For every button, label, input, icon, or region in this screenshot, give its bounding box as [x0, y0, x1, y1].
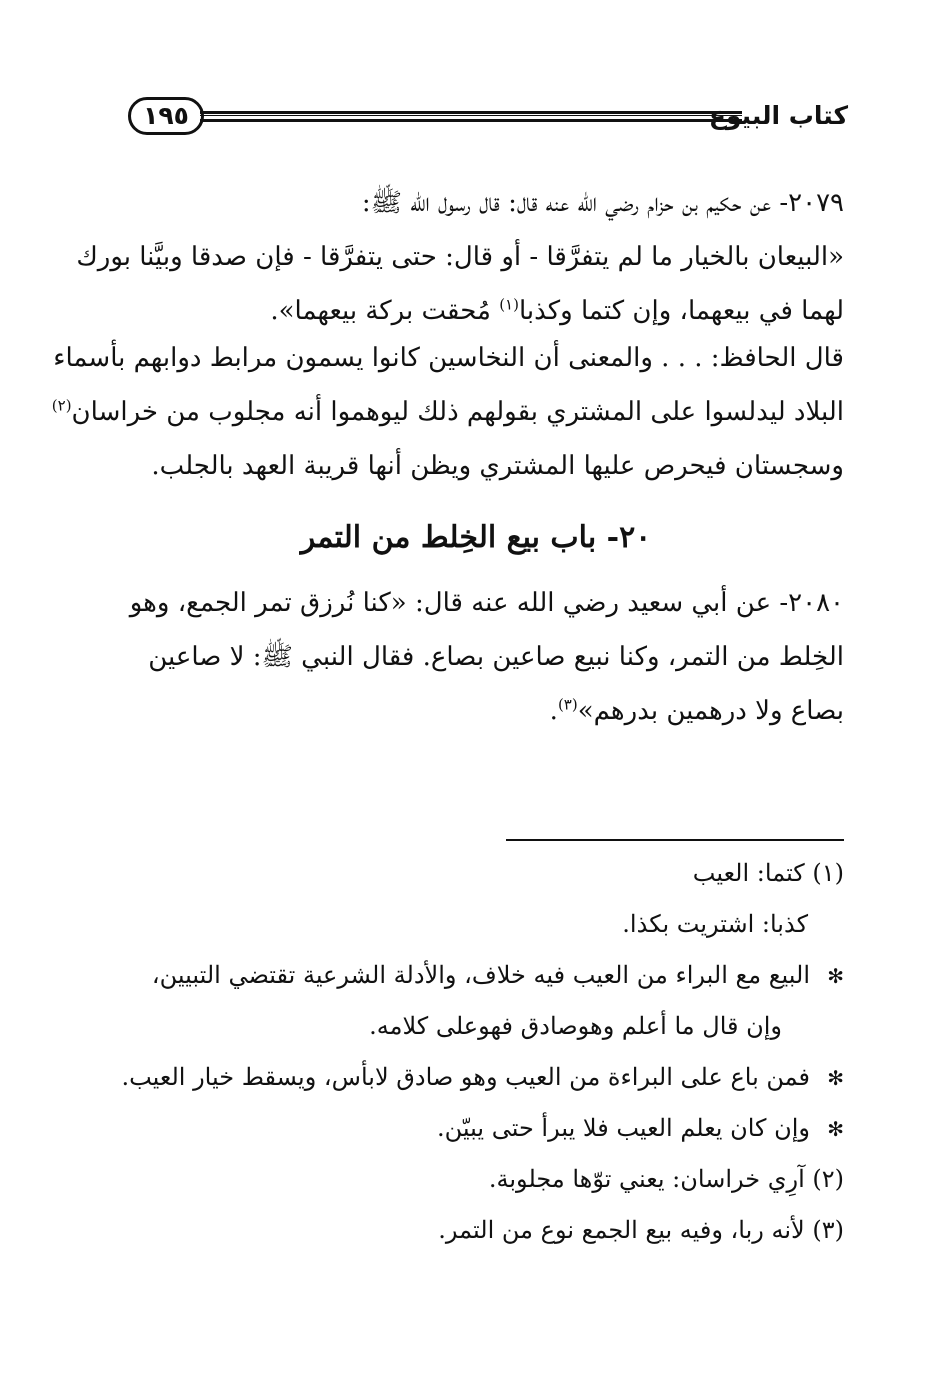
asterisk-icon: ✻: [827, 1117, 844, 1141]
hadith-2079-text-a: لهما في بيعهما، وإن كتما وكذبا: [518, 296, 844, 326]
running-header-title: كتاب البيوع: [708, 101, 848, 130]
hadith-2079-text-b: مُحقت بركة بيعهما».: [270, 296, 500, 326]
chapter-heading: ٢٠- باب بيع الخِلط من التمر: [300, 520, 652, 555]
footnote-ref-3: (٣): [557, 695, 578, 714]
footnote-note-1-line-1: [104, 950, 844, 1001]
note-3-text: وإن كان يعلم العيب فلا يبرأ حتى يبيّن.: [437, 1114, 810, 1142]
note-1-text: البيع مع البراء من العيب فيه خلاف، والأدلة الشرعية تقتضي التبيين،: [151, 961, 810, 989]
note-2-text: فمن باع على البراءة من العيب وهو صادق لابأس، ويسقط خيار العيب.: [121, 1063, 810, 1091]
footnote-separator: [506, 839, 844, 841]
hadith-2079-line-1: ٢٠٧٩- عن حكيم بن حزام رضي الله عنه قال: قال رسول الله ﷺ:: [361, 188, 844, 218]
hafiz-note-text: البلاد ليدلسوا على المشتري بقولهم ذلك ليوهموا أنه مجلوب من خراسان: [71, 397, 844, 427]
hadith-2080-line-3: [134, 684, 844, 738]
footnote-3: (٣) لأنه ربا، وفيه بيع الجمع نوع من التمر.: [438, 1216, 844, 1244]
footnote-1-line-2: كذبا: اشتريت بكذا.: [622, 910, 808, 938]
hadith-2080-line-1: ٢٠٨٠- عن أبي سعيد رضي الله عنه قال: «كنا نُرزق تمر الجمع، وهو: [129, 588, 844, 618]
footnote-note-3: [104, 1103, 844, 1154]
footnote-note-2: [104, 1052, 844, 1103]
footnote-ref-1: (١): [499, 295, 519, 314]
hadith-2079: [76, 176, 844, 338]
hadith-2079-line-2: «البيعان بالخيار ما لم يتفرَّقا - أو قال: حتى يتفرَّقا - فإن صدقا وبيَّنا بورك: [76, 242, 844, 272]
hafiz-note-line-1: قال الحافظ: . . . والمعنى أن النخاسين كانوا يسمون مرابط دوابهم بأسماء: [53, 343, 844, 373]
asterisk-icon: ✻: [827, 964, 844, 988]
header-rule: [200, 111, 742, 122]
hadith-2080: [129, 576, 844, 738]
footnote-2: (٢) آرِي خراسان: يعني توّها مجلوبة.: [488, 1165, 844, 1193]
hadith-2080-line-2: الخِلط من التمر، وكنا نبيع صاعين بصاع. فقال النبي ﷺ: لا صاعين: [148, 642, 844, 672]
page-number: ١٩٥: [128, 97, 204, 135]
hafiz-note-line-2: [51, 385, 844, 439]
footnote-note-1-line-2: وإن قال ما أعلم وهوصادق فهوعلى كلامه.: [369, 1012, 782, 1040]
hafiz-note: [51, 331, 844, 493]
footnote-1-title: (١) كتما: العيب: [692, 859, 844, 887]
asterisk-icon: ✻: [827, 1066, 844, 1090]
hadith-2080-text-a: بصاع ولا درهمين بدرهم»: [577, 696, 844, 726]
footnotes: [104, 848, 844, 1256]
footnote-ref-2: (٢): [51, 396, 72, 415]
hafiz-note-line-3: وسجستان فيحرص عليها المشتري ويظن أنها قريبة العهد بالجلب.: [151, 451, 844, 481]
hadith-2080-text-b: .: [549, 696, 558, 726]
hadith-2079-line-3: [134, 284, 844, 338]
